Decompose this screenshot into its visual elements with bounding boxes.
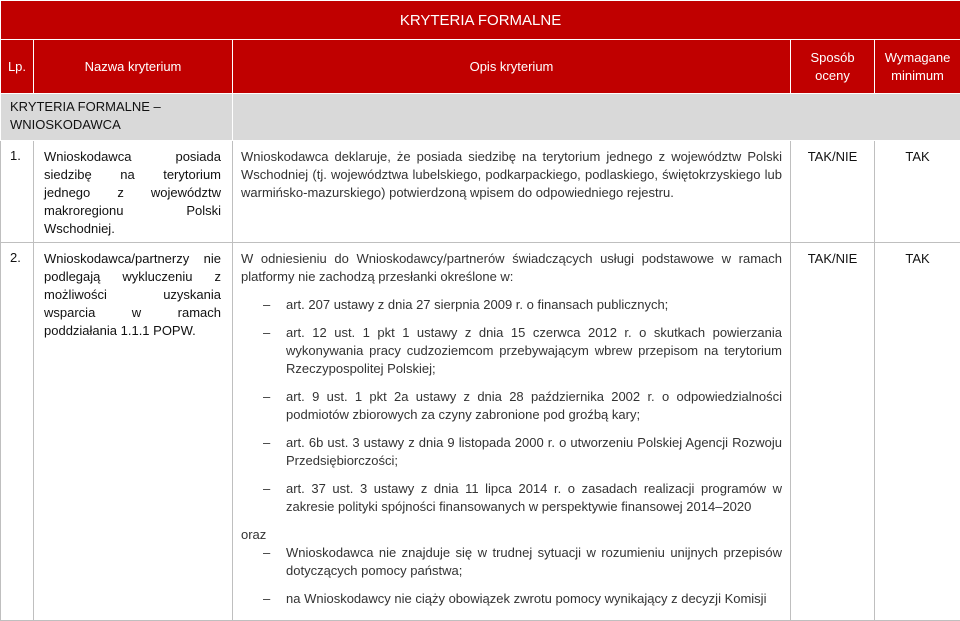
list-item: – na Wnioskodawcy nie ciąży obowiązek zwrotu pomocy wynikający z decyzji Komisji: [241, 590, 782, 608]
evaluation-method: TAK/NIE: [791, 243, 875, 621]
description-text: Wnioskodawca deklaruje, że posiada siedzibę na terytorium jednego z województw Polski Wschodniej (tj. województwa lubelskiego, podkarpackiego, podlaskiego, świętokrzyskiego lub warmińsko-mazurskiego) potwierdzoną wpisem do odpowiedniego rejestru.: [241, 148, 782, 202]
list-item: – art. 207 ustawy z dnia 27 sierpnia 2009 r. o finansach publicznych;: [241, 296, 782, 314]
criterion-description: [233, 141, 791, 243]
list-item: – art. 6b ust. 3 ustawy z dnia 9 listopada 2000 r. o utworzeniu Polskiej Agencji Rozwoju Przedsiębiorczości;: [241, 434, 782, 470]
list-item: – art. 9 ust. 1 pkt 2a ustawy z dnia 28 października 2002 r. o odpowiedzialności podmiotów zbiorowych za czyny zabronione pod groźbą kary;: [241, 388, 782, 424]
list-item: – art. 37 ust. 3 ustawy z dnia 11 lipca 2014 r. o zasadach realizacji programów w zakresie polityki spójności finansowanych w perspektywie finansowej 2014–2020: [241, 480, 782, 516]
row-number: 1.: [1, 141, 34, 243]
table-title: KRYTERIA FORMALNE: [1, 1, 960, 40]
evaluation-method: TAK/NIE: [791, 141, 875, 243]
header-description: Opis kryterium: [233, 40, 791, 94]
header-lp: Lp.: [1, 40, 34, 94]
conjunction-text: oraz: [241, 526, 782, 544]
row-number: 2.: [1, 243, 34, 621]
header-name: Nazwa kryterium: [34, 40, 233, 94]
exclusion-list: [241, 296, 782, 516]
list-item: – art. 12 ust. 1 pkt 1 ustawy z dnia 15 czerwca 2012 r. o skutkach powierzania wykonywania pracy cudzoziemcom przebywającym wbrew przepisom na terytorium Rzeczypospolitej Polskiej;: [241, 324, 782, 378]
header-method-line1: Sposób: [810, 50, 854, 65]
section-heading-line1: KRYTERIA FORMALNE –: [10, 99, 161, 114]
additional-conditions-list: [241, 544, 782, 608]
header-minimum-line1: Wymagane: [885, 50, 951, 65]
header-method: [791, 40, 875, 94]
header-minimum-line2: minimum: [891, 68, 944, 83]
section-spacer: [233, 94, 960, 141]
header-minimum: [875, 40, 960, 94]
section-heading-line2: WNIOSKODAWCA: [10, 117, 121, 132]
criterion-description: [233, 243, 791, 621]
description-intro: W odniesieniu do Wnioskodawcy/partnerów świadczących usługi podstawowe w ramach platformy nie zachodzą przesłanki określone w:: [241, 250, 782, 286]
table-row: [1, 141, 960, 243]
criterion-name: Wnioskodawca posiada siedzibę na terytorium jednego z województw makroregionu Polski Wschodniej.: [34, 141, 233, 243]
criterion-name: Wnioskodawca/partnerzy nie podlegają wykluczeniu z możliwości uzyskania wsparcia w ramach poddziałania 1.1.1 POPW.: [34, 243, 233, 621]
table-row: [1, 243, 960, 621]
required-minimum: TAK: [875, 141, 960, 243]
required-minimum: TAK: [875, 243, 960, 621]
header-method-line2: oceny: [815, 68, 850, 83]
list-item: – Wnioskodawca nie znajduje się w trudnej sytuacji w rozumieniu unijnych przepisów dotyczących pomocy państwa;: [241, 544, 782, 580]
section-heading: [1, 94, 233, 141]
